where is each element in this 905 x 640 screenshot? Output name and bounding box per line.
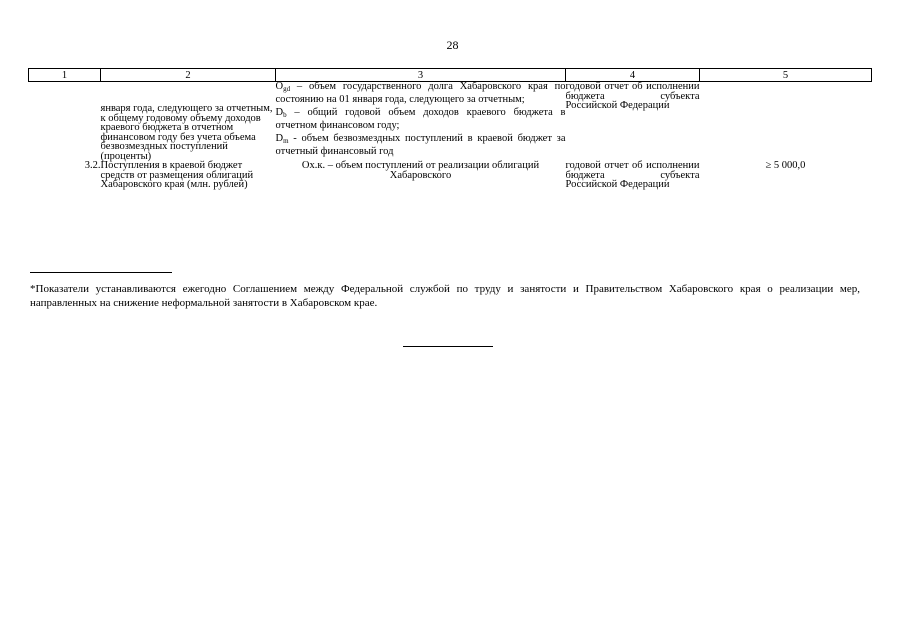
target-value — [700, 82, 872, 162]
column-header-3: 3 — [276, 69, 566, 82]
end-of-document-line — [403, 346, 493, 347]
target-value: ≥ 5 000,0 — [765, 160, 806, 171]
formula-description — [276, 82, 566, 162]
column-header-5: 5 — [700, 69, 872, 82]
page-number: 28 — [446, 38, 459, 52]
formula-term: $D_b$ – общий годовой объем доходов краевого бюджета в отчетном финансовом году; — [275, 107, 566, 131]
table-row — [29, 161, 872, 190]
indicators-table — [28, 68, 872, 190]
indicator-text: января года, следующего за отчетным, к общему годовому объему доходов краевого бюджета в отчетном финансовом году без учета объема безвозмездных поступлений (проценты) — [100, 103, 273, 162]
formula-term: $O_{gd}$ – объем государственного долга Хабаровского края по состоянию на 01 января года, следующего за отчетным; — [275, 81, 566, 105]
column-header-1: 1 — [29, 69, 101, 82]
data-source: годовой отчет об исполнении бюджета субъекта Российской Федерации — [565, 81, 700, 111]
formula-description — [276, 161, 566, 190]
formula-term: $D_m$ - объем безвозмездных поступлений в краевой бюджет за отчетный финансовый год — [275, 133, 566, 157]
column-header-2: 2 — [101, 69, 276, 82]
indicator-text: Поступления в краевой бюджет средств от размещения облигаций Хабаровского края (млн. рублей) — [100, 160, 254, 190]
column-number-header-row — [29, 69, 872, 82]
formula-term: Ох.к. – объем поступлений от реализации облигаций Хабаровского — [301, 160, 540, 181]
footnote-separator — [30, 272, 172, 273]
row-number: 3.2. — [84, 160, 101, 171]
data-source: годовой отчет об исполнении бюджета субъекта Российской Федерации — [565, 160, 700, 190]
footnote-text: *Показатели устанавливаются ежегодно Соглашением между Федеральной службой по труду и занятости и Правительством Хабаровского края о реализации мер, направленных на снижение неформальной занятости в Хабаровском крае. — [30, 283, 860, 309]
row-number — [29, 82, 101, 162]
column-header-4: 4 — [566, 69, 700, 82]
table-row — [29, 82, 872, 162]
